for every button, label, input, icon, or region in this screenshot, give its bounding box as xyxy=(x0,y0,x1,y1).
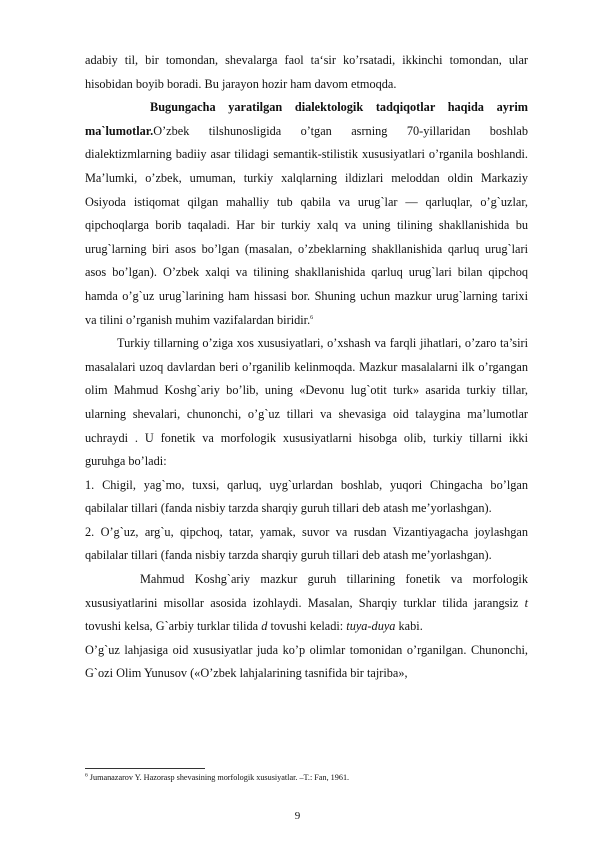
paragraph-intro: adabiy til, bir tomondan, shevalarga faol ta‘sir ko’rsatadi, ikkinchi tomondan, ular hisobidan boyib boradi. Bu jarayon hozir ham davom etmoqda. xyxy=(85,53,528,91)
section-body: O’zbek tilshunosligida o’tgan asrning 70-yillaridan boshlab dialektizmlarning badiiy asar tilidagi semantik-stilistik xususiyatlari o’rganila boshlandi. Ma’lumki, o’zbek, umuman, turkiy xalqlarning ildizlari meloddan oldin Markaziy Osiyoda istiqomat qilgan mahalliy tub qabila va urug`lar — qarluqlar, o’g`uzlar, qipchoqlarga borib taqaladi. Har bir turkiy xalq va uning tilining shakllanishida bu urug`larning biri asos bo’lgan (masalan, o’zbeklarning shakllanishida qarluq urug`lari asos bo’lgan). O’zbek xalqi va tilining shakllanishida qarluq urug`lari bilan qipchoq hamda o’g`uz urug`larining ham hissasi bor. Shuning uchun mazkur urug`larning tarixi va tilini o’rganish muhim vazifalardan biridir. xyxy=(85,123,528,327)
list-item-2: 2. O’g`uz, arg`u, qipchoq, tatar, yamak, suvor va rusdan Vizantiyagacha joylashgan qabilalar tillari (fanda nisbiy tarzda sharqiy guruh tillari deb atash me’yorlashgan). xyxy=(85,524,528,563)
text-run: Mahmud Koshg`ariy mazkur guruh tillarining fonetik va morfologik xususiyatlarini misollar asosida izohlaydi. Masalan, Sharqiy turklar tilida jarangsiz xyxy=(85,572,528,610)
text-run: tovushi keladi: xyxy=(267,619,347,634)
body-text xyxy=(85,49,528,686)
example-word: tuya-duya xyxy=(346,619,396,634)
paragraph-turkic-languages: Turkiy tillarning o’ziga xos xususiyatlari, o’xshash va farqli jihatlari, o’zaro ta’siri masalalari uzoq davlardan beri o’rganilib kelinmoqda. Mazkur masalalarni ilk o’rgangan olim Mahmud Koshg`ariy bo’lib, uning «Devonu lug`otit turk» asarida turkiy tillar, ularning shevalari, chunonchi, o’g`uz tillari va shevasiga oid talaygina ma’lumotlar uchraydi . U fonetik va morfologik xususiyatlarni hisobga olib, turkiy tillarni ikki guruhga bo’ladi: xyxy=(85,336,528,469)
section-heading: Bugungacha yaratilgan dialektologik tadqiqotlar haqida ayrim ma`lumotlar. xyxy=(85,100,528,138)
footnote-reference[interactable]: 6 xyxy=(310,314,314,321)
footnote-number: 6 xyxy=(85,772,88,779)
text-run: tovushi kelsa, G`arbiy turklar tilida xyxy=(85,619,262,634)
page-number: 9 xyxy=(294,810,301,822)
phoneme-d: d xyxy=(261,619,268,634)
paragraph-oguz: O’g`uz lahjasiga oid xususiyatlar juda ko’p olimlar tomonidan o’rganilgan. Chunonchi, G`ozi Olim Yunusov («O’zbek lahjalarining tasnifida bir tajriba», xyxy=(85,642,528,681)
list-item-1: 1. Chigil, yag`mo, tuxsi, qarluq, uyg`urlardan boshlab, yuqori Chingacha bo’lgan qabilalar tillari (fanda nisbiy tarzda sharqiy guruh tillari deb atash me’yorlashgan). xyxy=(85,477,528,516)
footnote xyxy=(85,772,349,784)
footnote-text: Jumanazarov Y. Hazorasp shevasining morfologik xususiyatlar. –T.: Fan, 1961. xyxy=(87,773,350,782)
paragraph-koshgariy xyxy=(85,568,528,639)
phoneme-t: t xyxy=(524,595,528,610)
footnote-divider xyxy=(85,768,205,769)
paragraph-section-heading xyxy=(85,96,528,332)
text-run: kabi. xyxy=(395,619,423,634)
